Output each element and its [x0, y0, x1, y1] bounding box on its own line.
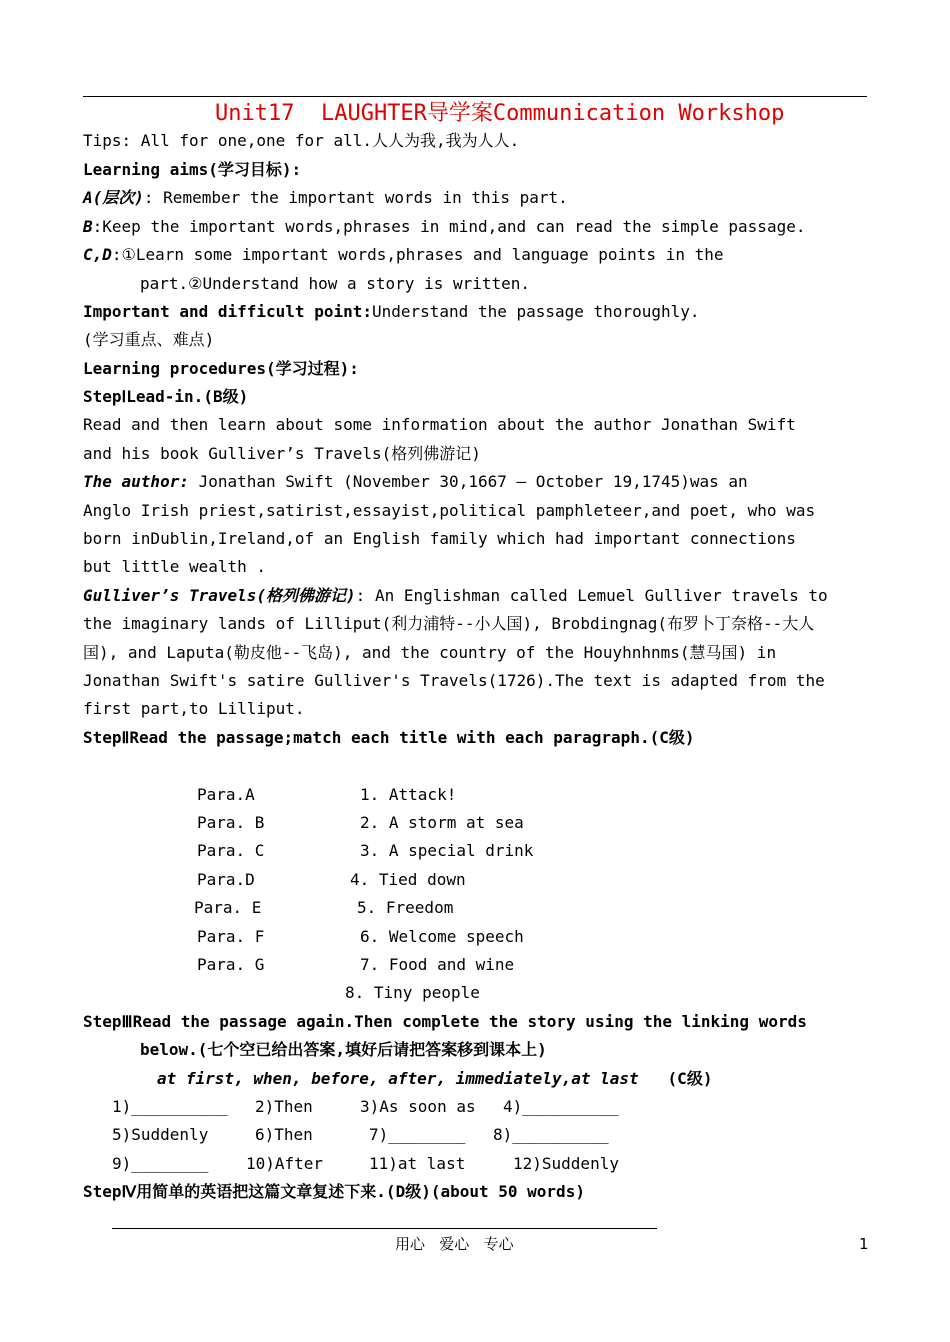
para-label: Para. B — [197, 813, 265, 832]
important-cn: (学习重点、难点) — [83, 330, 215, 349]
important-label: Important and difficult point: — [83, 302, 372, 321]
step3-line2: below.(七个空已给出答案,填好后请把答案移到课本上) — [140, 1040, 547, 1059]
answer-blank: 5)Suddenly — [112, 1125, 209, 1144]
para-label: Para.D — [197, 870, 255, 889]
para-label: Para. E — [194, 898, 262, 917]
para-label: Para. F — [197, 927, 265, 946]
title-option: 5. Freedom — [357, 898, 454, 917]
step1-line2: and his book Gulliver’s Travels(格列佛游记) — [83, 444, 481, 463]
aim-cd-continued: part.②Understand how a story is written. — [140, 274, 531, 293]
aim-b-text: :Keep the important words,phrases in mind,and can read the simple passage. — [92, 217, 806, 236]
author-line4: but little wealth . — [83, 557, 267, 576]
aim-cd — [83, 244, 723, 266]
book-line5: first part,to Lilliput. — [83, 699, 305, 718]
answer-blank: 10)After — [246, 1154, 324, 1173]
title-option: 8. Tiny people — [345, 983, 480, 1002]
step2-heading: StepⅡRead the passage;match each title with each paragraph.(C级) — [83, 728, 695, 747]
answer-blank: 1)__________ — [112, 1097, 228, 1116]
page-number: 1 — [859, 1235, 869, 1253]
para-label: Para.A — [197, 785, 255, 804]
step3-heading: StepⅢRead the passage again.Then complete the story using the linking words — [83, 1012, 807, 1031]
important-point — [83, 301, 700, 323]
aims-heading: Learning aims(学习目标): — [83, 160, 302, 179]
aim-a — [83, 187, 568, 209]
aim-a-text: : Remember the important words in this part. — [143, 188, 568, 207]
author-text: Jonathan Swift (November 30,1667 – October 19,1745)was an — [188, 472, 748, 491]
aim-a-label: A(层次) — [83, 188, 144, 207]
tips-line: Tips: All for one,one for all.人人为我,我为人人. — [83, 131, 520, 150]
book-label: Gulliver’s Travels(格列佛游记) — [83, 586, 356, 605]
aim-cd-label: C,D — [83, 245, 112, 264]
linking-level: (C级) — [667, 1069, 713, 1088]
answer-blank: 7)________ — [369, 1125, 466, 1144]
linking-words: at first, when, before, after, immediately,at last — [157, 1069, 639, 1088]
title-option: 6. Welcome speech — [360, 927, 524, 946]
para-label: Para. G — [197, 955, 265, 974]
title-option: 1. Attack! — [360, 785, 457, 804]
book-line1 — [83, 585, 828, 607]
title-option: 3. A special drink — [360, 841, 534, 860]
aim-cd-text: :①Learn some important words,phrases and language points in the — [111, 245, 724, 264]
answer-blank: 6)Then — [255, 1125, 313, 1144]
author-line3: born inDublin,Ireland,of an English family which had important connections — [83, 529, 796, 548]
answer-blank: 3)As soon as — [360, 1097, 476, 1116]
author-line2: Anglo Irish priest,satirist,essayist,political pamphleteer,and poet, who was — [83, 501, 816, 520]
linking-words-line — [157, 1068, 712, 1090]
para-label: Para. C — [197, 841, 265, 860]
aim-b-label: B — [83, 217, 93, 236]
title-option: 2. A storm at sea — [360, 813, 524, 832]
book-line2: the imaginary lands of Lilliput(利力浦特--小人国), Brobdingnag(布罗卜丁奈格--大人 — [83, 614, 815, 633]
answer-blank: 2)Then — [255, 1097, 313, 1116]
procedures-heading: Learning procedures(学习过程): — [83, 359, 359, 378]
step4-heading: StepⅣ用简单的英语把这篇文章复述下来.(D级)(about 50 words) — [83, 1182, 585, 1201]
title-option: 7. Food and wine — [360, 955, 515, 974]
answer-blank: 8)__________ — [493, 1125, 609, 1144]
book-line3: 国), and Laputa(勒皮他--飞岛), and the country of the Houyhnhnms(慧马国) in — [83, 643, 777, 662]
answer-blank: 9)________ — [112, 1154, 209, 1173]
author-line1 — [83, 471, 748, 493]
footer-text: 用心 爱心 专心 — [395, 1235, 514, 1253]
book-text: : An Englishman called Lemuel Gulliver travels to — [355, 586, 828, 605]
page-title: Unit17 LAUGHTER导学案Communication Workshop — [215, 101, 785, 126]
top-rule — [83, 96, 867, 97]
important-text: Understand the passage thoroughly. — [371, 302, 700, 321]
answer-blank: 4)__________ — [503, 1097, 619, 1116]
answer-blank: 12)Suddenly — [513, 1154, 619, 1173]
title-option: 4. Tied down — [350, 870, 466, 889]
aim-b — [83, 216, 805, 238]
step1-line1: Read and then learn about some information about the author Jonathan Swift — [83, 415, 796, 434]
author-label: The author: — [83, 472, 189, 491]
book-line4: Jonathan Swift's satire Gulliver's Travels(1726).The text is adapted from the — [83, 671, 825, 690]
answer-blank: 11)at last — [369, 1154, 466, 1173]
footer-rule — [112, 1228, 657, 1229]
step1-heading: StepⅠLead-in.(B级) — [83, 387, 249, 406]
